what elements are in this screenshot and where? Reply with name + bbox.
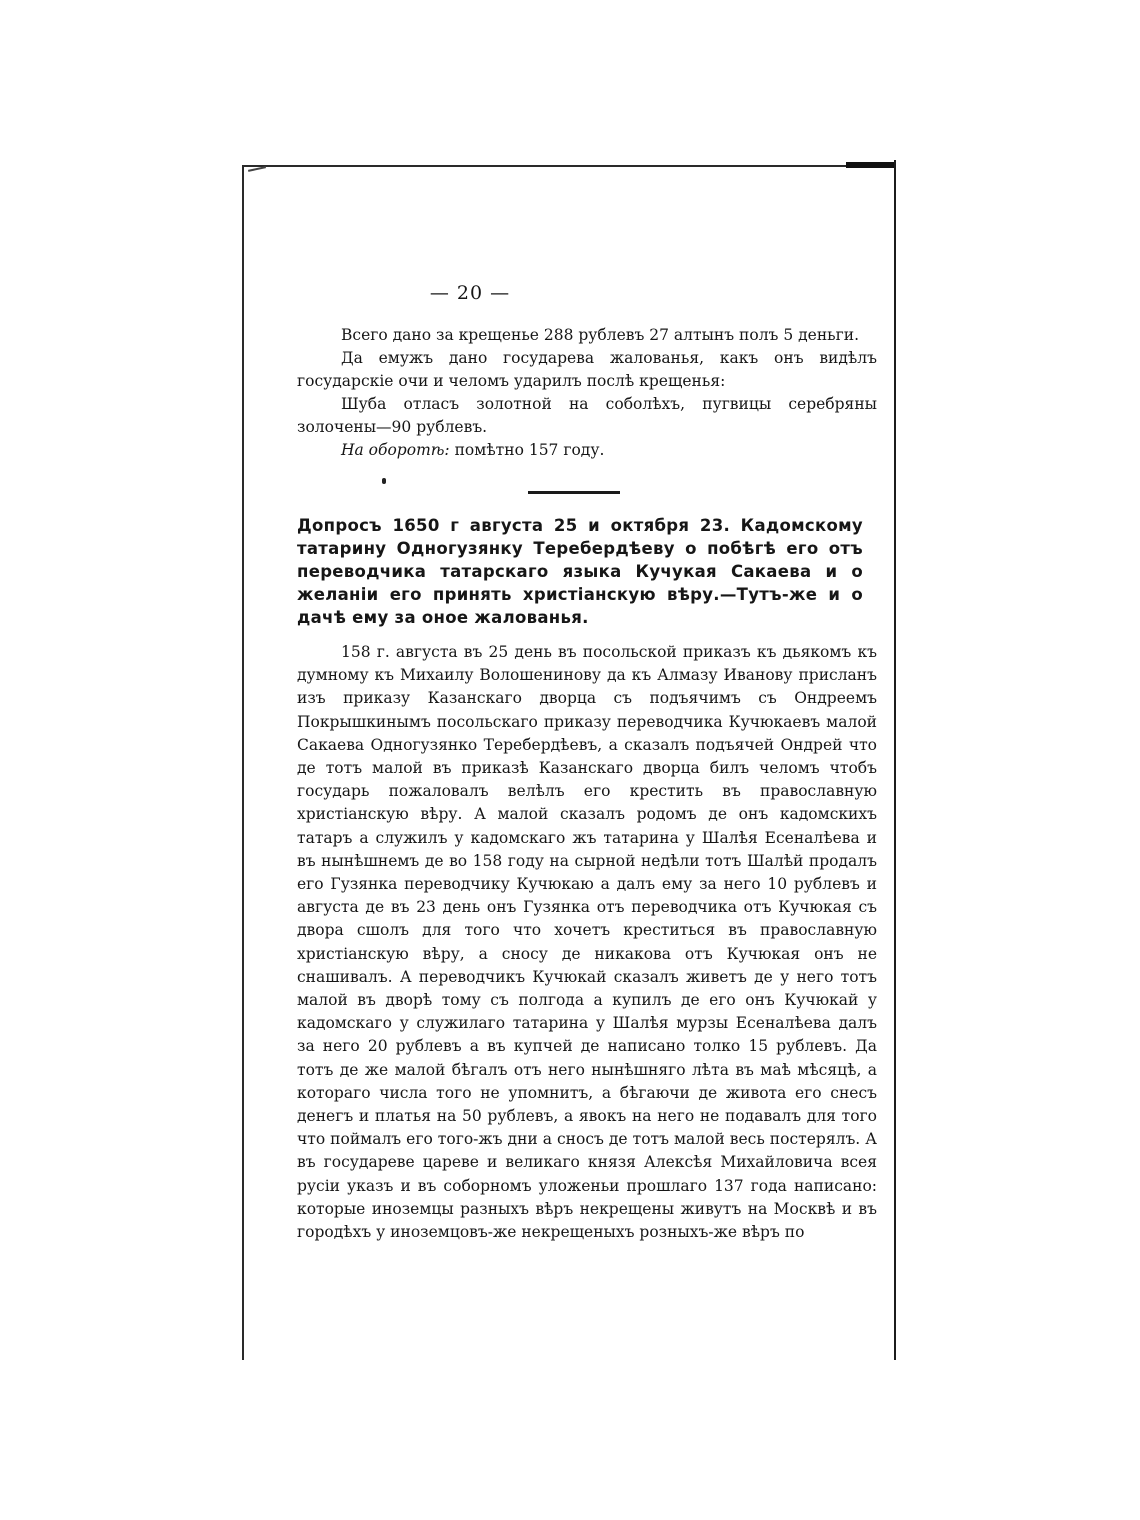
reverse-note-text: помѣтно 157 году. (449, 441, 605, 459)
page-number: — 20 — (429, 282, 511, 304)
opening-line-fur-coat: Шуба отласъ золотной на соболѣхъ, пугвицы серебряны золочены—90 рублевъ. (297, 395, 877, 436)
document-heading (297, 514, 863, 629)
section-divider (528, 491, 620, 494)
border-top-line (242, 165, 846, 167)
opening-line-total: Всего дано за крещенье 288 рублевъ 27 алтынъ полъ 5 деньги. (341, 326, 859, 344)
body-paragraph: 158 г. августа въ 25 день въ посольской приказъ къ дьякомъ къ думному къ Михаилу Волошенинову да къ Алмазу Иванову присланъ изъ приказу Казанскаго дворца съ подъячимъ съ Ондреемъ Покрышкинымъ посольскаго приказу переводчика Кучюкаевъ малой Сакаева Одногузянко Теребердѣевъ, а сказалъ подъячей Ондрей что де тотъ малой въ приказѣ Казанскаго дворца билъ челомъ чтобъ государь пожаловалъ велѣлъ его крестить въ православную христіанскую вѣру. А малой сказалъ родомъ де онъ кадомскихъ татаръ а служилъ у кадомскаго жъ татарина у Шалѣя Есеналѣева и въ нынѣшнемъ де во 158 году на сырной недѣли тотъ Шалѣй продалъ его Гузянка переводчику Кучюкаю а далъ ему за него 10 рублевъ и августа де въ 23 день онъ Гузянка отъ переводчика отъ Кучюкая съ двора сшолъ для того что хочетъ креститься въ православную христіанскую вѣру, а сносу де никакова отъ Кучюкая онъ не снашивалъ. А переводчикъ Кучюкай сказалъ живетъ де у него тотъ малой въ дворѣ тому съ полгода а купилъ де его онъ Кучюкай у кадомскаго у служилаго татарина у Шалѣя мурзы Есеналѣева далъ за него 20 рублевъ а въ купчей де написано толко 15 рублевъ. Да тотъ де же малой бѣгалъ отъ него нынѣшняго лѣта въ маѣ мѣсяцѣ, а котораго числа того не упомнитъ, а бѣгаючи де живота его снесъ денегъ и платья на 50 рублевъ, а явокъ на него не подавалъ для того что поймалъ его того-жъ дни а сносъ де тотъ малой весь постерялъ. А въ государеве цареве и великаго князя Алексѣя Михайловича всея русіи указъ и въ соборномъ уложеньи прошлаго 137 года написано: которые иноземцы разныхъ вѣръ некрещены живутъ на Москвѣ и въ городѣхъ у иноземцовъ-же некрещеныхъ розныхъ-же вѣръ по (297, 643, 877, 1242)
heading-text: Допросъ 1650 г августа 25 и октября 23. Кадомскому татарину Одногузянку Теребердѣеву о побѣгѣ его отъ переводчика татарскаго языка Кучукая Сакаева и о желаніи его принять христіанскую вѣру.—Тутъ-же и о дачѣ ему за оное жалованья. (297, 516, 863, 627)
border-right-line (894, 160, 896, 1360)
opening-line-reverse-note (297, 439, 877, 462)
reverse-note-label: На оборотѣ: (341, 441, 450, 459)
border-top-right-mark (846, 162, 894, 168)
ink-speck (382, 478, 386, 484)
opening-line-salary: Да емужъ дано государева жалованья, какъ онъ видѣлъ государскіе очи и челомъ ударилъ послѣ крещенья: (297, 349, 877, 390)
main-body (297, 641, 877, 1244)
border-left-line (242, 165, 244, 1360)
corner-scratch-mark (248, 166, 266, 172)
opening-section (297, 324, 877, 462)
